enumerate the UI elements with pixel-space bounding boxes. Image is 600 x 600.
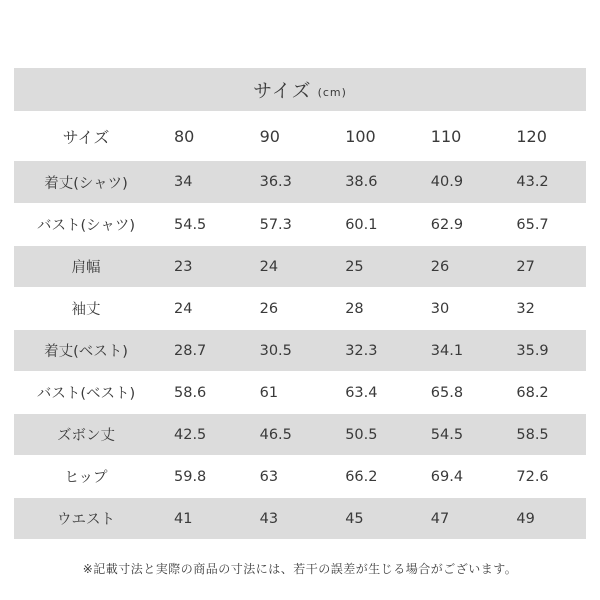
size-header-100: 100 bbox=[345, 126, 376, 146]
size-table-title-text: サイズ bbox=[253, 80, 312, 102]
row-value: 32 bbox=[516, 300, 535, 317]
row-value: 41 bbox=[174, 510, 193, 527]
row-value: 32.3 bbox=[345, 342, 378, 359]
table-row bbox=[14, 287, 586, 329]
row-value: 60.1 bbox=[345, 216, 378, 233]
size-header-90: 90 bbox=[259, 126, 280, 146]
row-value: 63 bbox=[259, 468, 279, 485]
table-row bbox=[14, 455, 586, 497]
row-value: 43 bbox=[259, 510, 279, 527]
row-label: ウエスト bbox=[57, 512, 115, 528]
row-value: 63.4 bbox=[345, 384, 378, 401]
row-value: 66.2 bbox=[345, 468, 378, 485]
row-value: 58.6 bbox=[174, 384, 207, 401]
size-header-label: サイズ bbox=[62, 127, 110, 147]
row-value: 35.9 bbox=[516, 342, 549, 359]
table-row bbox=[14, 413, 586, 455]
size-header-120: 120 bbox=[516, 126, 547, 146]
table-row bbox=[14, 245, 586, 287]
table-row bbox=[14, 203, 586, 245]
row-value: 24 bbox=[174, 300, 193, 317]
table-row bbox=[14, 161, 586, 203]
row-label: 肩幅 bbox=[71, 260, 101, 276]
row-value: 50.5 bbox=[345, 426, 378, 443]
table-row bbox=[14, 497, 586, 539]
row-value: 34.1 bbox=[430, 342, 464, 359]
row-value: 25 bbox=[345, 258, 364, 275]
row-value: 26 bbox=[430, 258, 450, 275]
row-value: 46.5 bbox=[259, 426, 292, 443]
row-value: 61 bbox=[259, 384, 279, 401]
row-value: 23 bbox=[174, 258, 193, 275]
row-value: 69.4 bbox=[430, 468, 464, 485]
row-value: 30.5 bbox=[259, 342, 292, 359]
measurement-note: ※記載寸法と実際の商品の寸法には、若干の誤差が生じる場合がございます。 bbox=[82, 562, 518, 576]
size-header-110: 110 bbox=[430, 126, 462, 146]
row-value: 72.6 bbox=[516, 468, 549, 485]
row-value: 54.5 bbox=[174, 216, 207, 233]
row-value: 40.9 bbox=[430, 174, 464, 190]
size-header-80: 80 bbox=[174, 126, 195, 146]
row-value: 45 bbox=[345, 510, 364, 527]
row-value: 65.7 bbox=[516, 216, 549, 233]
table-row bbox=[14, 371, 586, 413]
row-value: 59.8 bbox=[174, 468, 207, 485]
row-value: 65.8 bbox=[430, 384, 464, 401]
row-value: 24 bbox=[259, 258, 279, 275]
row-value: 68.2 bbox=[516, 384, 549, 401]
row-label: バスト(シャツ) bbox=[36, 218, 136, 234]
row-value: 28.7 bbox=[174, 342, 207, 359]
row-value: 36.3 bbox=[259, 174, 292, 190]
size-table bbox=[14, 68, 586, 539]
row-value: 43.2 bbox=[516, 174, 549, 190]
row-value: 58.5 bbox=[516, 426, 549, 443]
row-value: 34 bbox=[174, 174, 193, 190]
row-value: 30 bbox=[430, 300, 450, 317]
row-label: バスト(ベスト) bbox=[36, 386, 136, 402]
row-value: 28 bbox=[345, 300, 364, 317]
table-row bbox=[14, 329, 586, 371]
row-value: 26 bbox=[259, 300, 279, 317]
size-table-title bbox=[14, 68, 586, 111]
row-label: ヒップ bbox=[64, 470, 108, 486]
row-value: 57.3 bbox=[259, 216, 292, 233]
size-header-row bbox=[14, 111, 586, 161]
row-value: 38.6 bbox=[345, 174, 378, 190]
row-value: 49 bbox=[516, 510, 535, 527]
row-value: 62.9 bbox=[430, 216, 464, 233]
size-table-unit: (cm) bbox=[317, 86, 347, 99]
row-value: 42.5 bbox=[174, 426, 207, 443]
row-value: 54.5 bbox=[430, 426, 464, 443]
row-label: 着丈(ベスト) bbox=[44, 344, 128, 360]
row-label: 袖丈 bbox=[71, 302, 101, 318]
row-label: 着丈(シャツ) bbox=[44, 175, 128, 192]
row-value: 27 bbox=[516, 258, 535, 275]
row-value: 47 bbox=[430, 510, 450, 527]
row-label: ズボン丈 bbox=[57, 428, 115, 444]
